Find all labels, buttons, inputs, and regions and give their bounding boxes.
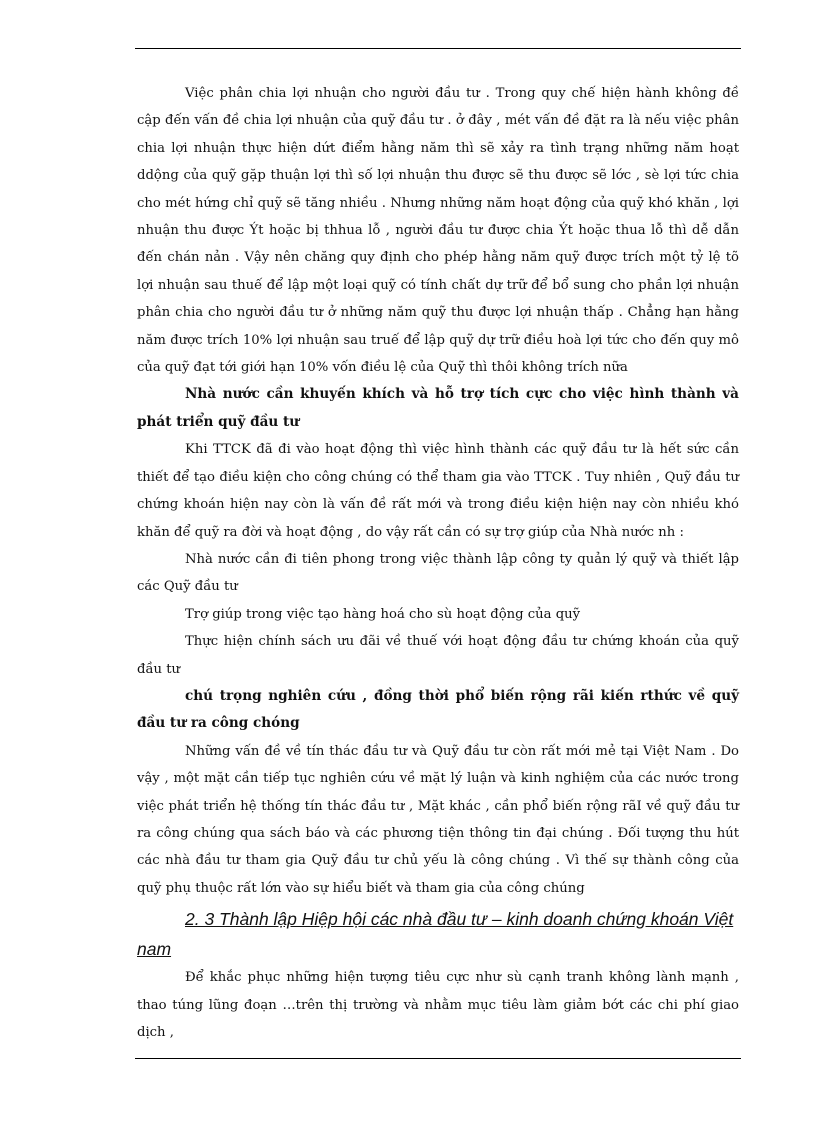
section-heading — [137, 904, 739, 964]
bold-subheading-state-support: Nhà nước cần khuyến khích và hỗ trợ tích cực cho việc hình thành và phát triển quỹ đầu tư — [137, 386, 739, 430]
bold-subheading-research: chú trọng nghiên cứu , đồng thời phổ biến rộng rãi kiến rthức về quỹ đầu tư ra công chóng — [137, 687, 739, 732]
page-body — [137, 80, 739, 1046]
paragraph-association: Để khắc phục những hiện tượng tiêu cực như sù cạnh tranh không lành mạnh , thao túng lũng đoạn …trên thị trường và nhằm mục tiêu làm giảm bớt các chi phí giao dịch , — [137, 970, 739, 1040]
section-heading-line2: nam — [137, 939, 172, 960]
header-rule — [135, 48, 741, 49]
footer-rule — [135, 1058, 741, 1059]
paragraph-state-pioneer: Nhà nước cần đi tiên phong trong việc thành lập công ty quản lý quỹ và thiết lập các Quỹ đầu tư — [137, 551, 739, 595]
paragraph-tax-incentive: Thực hiện chính sách ưu đãi về thuế với hoạt động đầu tư chứng khoán của quỹ đầu tư — [137, 634, 739, 677]
section-heading-line1: 2. 3 Thành lập Hiệp hội các nhà đầu tư – kinh doanh chứng khoán Việt — [185, 909, 734, 930]
paragraph-ttck: Khi TTCK đã đi vào hoạt động thì việc hình thành các quỹ đầu tư là hết sức cần thiết để tạo điều kiện cho công chúng có thể tham gia vào TTCK . Tuy nhiên , Quỹ đầu tư chứng khoán hiện nay còn là vấn đề rất mới và trong điều kiện hiện nay còn nhiều khó khăn để quỹ ra đời và hoạt động , do vậy rất cần có sự trợ giúp của Nhà nước nh : — [137, 442, 739, 540]
paragraph-goods-support: Trợ giúp trong việc tạo hàng hoá cho sù hoạt động của quỹ — [185, 606, 581, 622]
paragraph-profit-distribution: Việc phân chia lợi nhuận cho người đầu tư . Trong quy chế hiện hành không đề cập đến vấn đề chia lợi nhuận của quỹ đầu tư . ở đây , mét vấn đề đặt ra là nếu việc phân chia lợi nhuận thực hiện dứt điểm hằng năm thì sẽ xảy ra tình trạng những năm hoạt ddộng của quỹ gặp thuận lợi thì số lợi nhuận thu được sẽ thu được sẽ lớc , sè lợi tức chia cho mét hứng chỉ quỹ sẽ tăng nhiều . Nhưng những năm hoạt động của quỹ khó khăn , lợi nhuận thu được Ýt hoặc bị thhua lỗ , người đầu tư được chia Ýt hoặc thua lỗ thì dễ dẫn đến chán nản . Vậy nên chăng quy định cho phép hằng năm quỹ được trích một tỷ lệ tõ lợi nhuận sau thuế để lập một loại quỹ có tính chất dự trữ để bổ sung cho phần lợi nhuận phân chia cho người đầu tư ở những năm quỹ thu được lợi nhuận thấp . Chẳng hạn hằng năm được trích 10% lợi nhuận sau truế để lập quỹ dự trữ điều hoà lợi tức cho đến quy mô của quỹ đạt tới giới hạn 10% vốn điều lệ của Quỹ thì thôi không trích nữa — [137, 86, 739, 376]
paragraph-public-awareness: Những vấn đề về tín thác đầu tư và Quỹ đầu tư còn rất mới mẻ tại Việt Nam . Do vậy , một mặt cần tiếp tục nghiên cứu về mặt lý luận và kinh nghiệm của các nước trong việc phát triển hệ thống tín thác đầu tư , Mặt khác , cần phổ biến rộng rãI về quỹ đầu tư ra công chúng qua sách báo và các phương tiện thông tin đại chúng . Đối tượng thu hút các nhà đầu tư tham gia Quỹ đầu tư chủ yếu là công chúng . Vì thế sự thành công của quỹ phụ thuộc rất lớn vào sự hiểu biết và tham gia của công chúng — [137, 743, 739, 896]
